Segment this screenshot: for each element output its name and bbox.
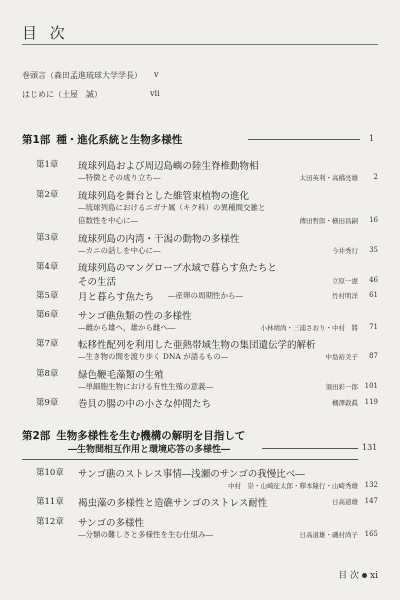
chapter-number: 第2章 bbox=[36, 190, 59, 200]
chapter-page: 35 bbox=[369, 246, 378, 254]
part-rule bbox=[248, 139, 360, 140]
chapter-page: 87 bbox=[369, 352, 378, 360]
part-title: 生物多様性を生む機構の解明を目指して bbox=[56, 430, 246, 442]
chapter-title: 転移性配列を利用した亜熱帯域生物の集団遺伝学的解析 bbox=[78, 340, 316, 351]
chapter-title: サンゴ礁のストレス事情―浅瀬のサンゴの我慢比べ― bbox=[78, 469, 305, 480]
chapter-title-line2: その生活 bbox=[78, 277, 117, 288]
chapter-page: 101 bbox=[364, 382, 378, 390]
chapter-title: 緑色鞭毛藻類の生殖 bbox=[78, 370, 164, 381]
chapter-page: 132 bbox=[364, 481, 378, 489]
chapter-author: 竹村明洋 bbox=[332, 292, 358, 300]
part-title: 種・進化系統と生物多様性 bbox=[56, 134, 183, 146]
page-title: 目 次 bbox=[22, 24, 69, 42]
chapter-title: 巻貝の腸の中の小さな仲間たち bbox=[78, 399, 212, 410]
chapter-author: 今井秀行 bbox=[332, 247, 358, 255]
footer-label: 目 次 bbox=[338, 571, 360, 581]
chapter-author: 傳田哲郎・横田昌嗣 bbox=[299, 217, 358, 225]
front-item-label: 巻頭言（森田孟進琉球大学学長） bbox=[22, 71, 142, 80]
chapter-number: 第5章 bbox=[36, 291, 59, 301]
chapter-subtitle: ―分類の難しさと多様性を生む仕組み― bbox=[78, 530, 213, 539]
part-number: 第2部 bbox=[22, 430, 51, 442]
chapter-number: 第7章 bbox=[36, 339, 59, 349]
chapter-title: 琉球列島および周辺島嶼の陸生脊椎動物相 bbox=[78, 161, 259, 172]
chapter-author: 日高道雄・磯村尚子 bbox=[299, 531, 358, 539]
chapter-number: 第11章 bbox=[36, 497, 64, 507]
chapter-title: サンゴの多様性 bbox=[78, 518, 145, 529]
part-rule-lower bbox=[22, 459, 358, 460]
chapter-page: 2 bbox=[373, 173, 378, 181]
front-item-page: vii bbox=[150, 89, 160, 98]
part-subtitle: ―生物間相互作用と環境応答の多様性― bbox=[68, 445, 231, 455]
chapter-number: 第12章 bbox=[36, 517, 64, 527]
part-heading bbox=[22, 132, 182, 147]
part-page: 131 bbox=[362, 443, 378, 452]
chapter-title: サンゴ礁魚類の性の多様性 bbox=[78, 311, 192, 322]
chapter-page: 16 bbox=[369, 216, 378, 224]
part-number: 第1部 bbox=[22, 134, 51, 146]
chapter-number: 第6章 bbox=[36, 310, 59, 320]
chapter-title: 琉球列島のマングローブ水域で暮らす魚たちと bbox=[78, 263, 277, 274]
part-rule bbox=[262, 448, 358, 449]
chapter-page: 61 bbox=[369, 291, 378, 299]
chapter-title: 琉球列島を舞台とした維管束植物の進化 bbox=[78, 191, 250, 202]
chapter-author: 日高道雄 bbox=[332, 498, 358, 506]
chapter-number: 第10章 bbox=[36, 468, 64, 478]
page-footer bbox=[338, 568, 378, 581]
front-item bbox=[22, 70, 222, 81]
chapter-page: 71 bbox=[369, 323, 378, 331]
footer-page: xi bbox=[370, 571, 378, 581]
chapter-page: 165 bbox=[364, 530, 378, 538]
part-heading bbox=[22, 428, 245, 443]
chapter-subtitle: ―琉球列島におけるニガナ属（キク科）の異種間交雑と bbox=[78, 203, 266, 212]
chapter-title: 月と暮らす魚たち bbox=[78, 292, 155, 303]
chapter-number: 第1章 bbox=[36, 160, 59, 170]
chapter-subtitle: ―生き物の間を渡り歩く DNA が語るもの― bbox=[78, 352, 229, 361]
chapter-number: 第9章 bbox=[36, 398, 59, 408]
part-page: 1 bbox=[369, 134, 375, 143]
chapter-subtitle: 倍数性を中心に― bbox=[78, 216, 138, 225]
chapter-title: 褐虫藻の多様性と造礁サンゴのストレス耐性 bbox=[78, 498, 268, 509]
chapter-subtitle: ―単細胞生物における有性生殖の意義― bbox=[78, 382, 213, 391]
bullet-icon bbox=[362, 573, 367, 578]
front-item bbox=[22, 89, 222, 100]
chapter-number: 第4章 bbox=[36, 262, 59, 272]
chapter-subtitle: ―産卵の周期性から― bbox=[168, 291, 243, 300]
front-item-label: はじめに（土屋 誠） bbox=[22, 90, 102, 99]
chapter-author: 中島裕美子 bbox=[325, 353, 358, 361]
chapter-author: 太田英利・高橋亮雄 bbox=[299, 174, 358, 182]
chapter-author: 小林靖尚・三浦さおり・中村 將 bbox=[260, 324, 358, 332]
chapter-author: 須田彩一郎 bbox=[325, 383, 358, 391]
chapter-author: 中村 崇・山崎征太郎・釋本隆行・山崎秀雄 bbox=[228, 482, 358, 490]
chapter-page: 147 bbox=[364, 497, 378, 505]
chapter-subtitle: ―カニの話しを中心に― bbox=[78, 246, 161, 255]
chapter-page: 119 bbox=[364, 398, 378, 406]
chapter-author: 槻澤敦眞 bbox=[332, 399, 358, 407]
chapter-title: 琉球列島の内湾・干潟の動物の多様性 bbox=[78, 234, 240, 245]
chapter-number: 第3章 bbox=[36, 233, 59, 243]
front-item-page: v bbox=[154, 70, 159, 79]
chapter-number: 第8章 bbox=[36, 369, 59, 379]
chapter-subtitle: ―雌から雄へ，雄から雌へ― bbox=[78, 323, 176, 332]
chapter-author: 立原一憲 bbox=[332, 277, 358, 285]
title-rule bbox=[22, 44, 378, 45]
chapter-page: 46 bbox=[369, 276, 378, 284]
chapter-subtitle: ―特徴とその成り立ち― bbox=[78, 173, 161, 182]
